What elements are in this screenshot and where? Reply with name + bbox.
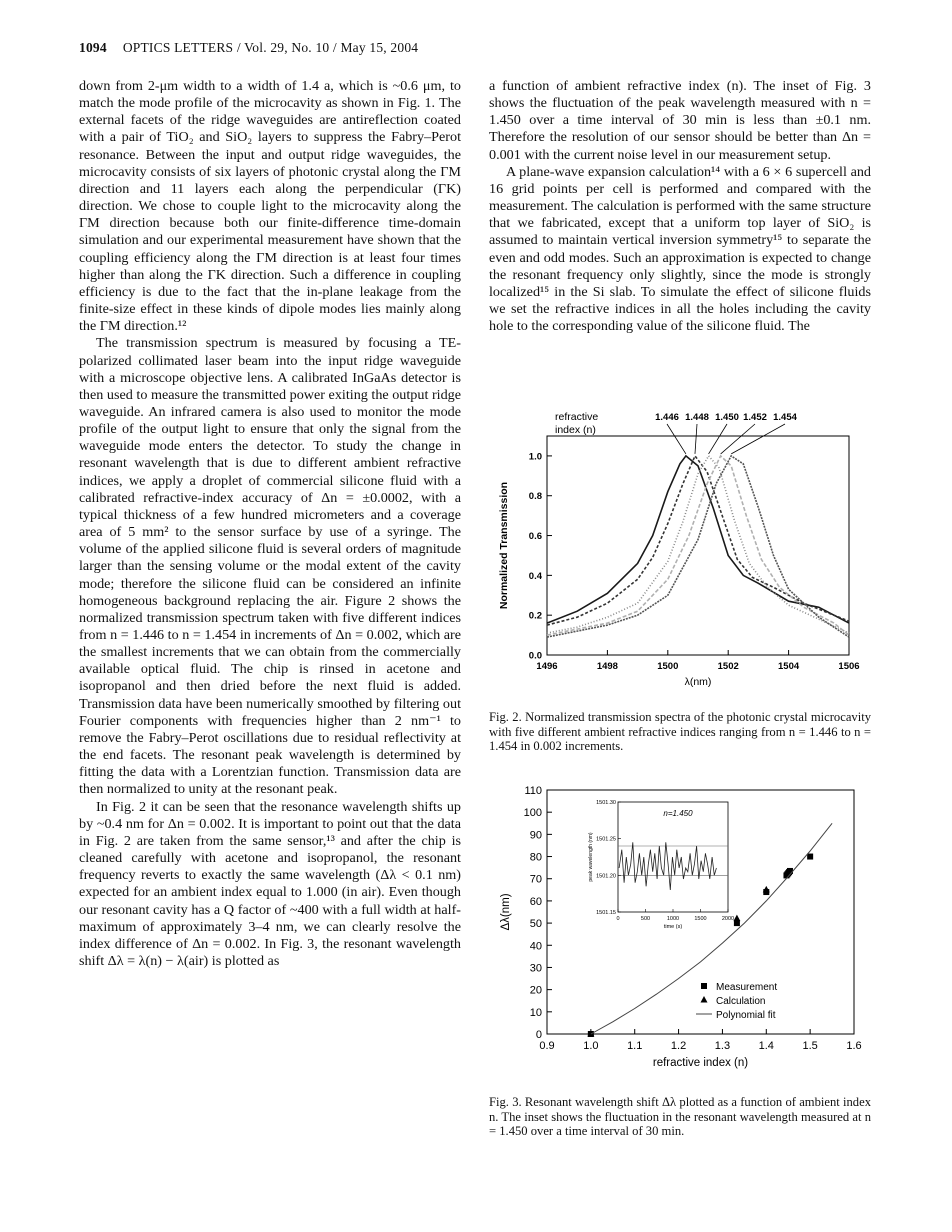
fig2-y-tick-label: 0.6 (528, 531, 542, 543)
fig2-peak-arrow (721, 424, 755, 454)
fig2-x-tick-label: 1498 (596, 661, 618, 672)
right-column (489, 78, 871, 335)
fig3-y-tick-label: 0 (535, 1029, 542, 1041)
fig2-series-line (547, 456, 849, 635)
inset-x-axis-label: time (s) (663, 924, 683, 930)
fig2-peak-arrow (667, 424, 686, 454)
journal-citation: OPTICS LETTERS / Vol. 29, No. 10 / May 15, 2004 (122, 40, 419, 55)
fig2-y-tick-label: 0.8 (528, 491, 542, 503)
fig2-peak-label: 1.446 (655, 412, 679, 423)
fig2-x-tick-label: 1502 (717, 661, 739, 672)
fig2-x-tick-label: 1496 (536, 661, 558, 672)
fig3-x-tick-label: 1.6 (846, 1040, 862, 1052)
fig2-x-axis-label: λ(nm) (684, 676, 712, 688)
fig3-y-tick-label: 90 (529, 829, 542, 842)
fig3-legend-label: Polynomial fit (716, 1010, 776, 1021)
fig2-peak-label: 1.454 (773, 412, 797, 423)
fig3-y-tick-label: 10 (529, 1006, 542, 1019)
fig2-legend-title: index (n) (555, 424, 596, 436)
inset-x-tick-label: 2000 (721, 916, 735, 922)
fig3-y-tick-label: 40 (529, 940, 542, 953)
fig3-y-tick-label: 70 (529, 873, 542, 886)
paragraph: down from 2-μm width to a width of 1.4 a, which is ~0.6 μm, to match the mode profile of the microcavity as shown in Fig. 1. The external facets of the ridge waveguides are antireflection coated with a pair of TiO₂ and SiO₂ layers to suppress the Fabry–Perot resonance. Between the input and output ridge waveguides, the microcavity consists of six layers of photonic crystal along the ΓM direction and 11 layers each along the perpendicular (ΓK) direction. We chose to couple light to the microcavity along the ΓM direction because both our finite-difference time-domain simulation and our experimental measurement have shown that the coupling efficiency along the ΓM direction is at least four times higher than along the ΓK direction. Such a difference in coupling efficiency is due to the fact that the in-plane leakage from the finite-size effect in these kinds of dipole modes lies mainly along the ΓM direction.¹² (79, 78, 461, 335)
inset-y-axis-label: peak wavelength (nm) (588, 832, 594, 882)
fig2-peak-arrow (695, 424, 697, 454)
paragraph: In Fig. 2 it can be seen that the resonance wavelength shifts up by ~0.4 nm for Δn = 0.002. It is important to point out that the data in Fig. 2 are taken from the same sensor,¹³ and after the chip is cleaned carefully with acetone and isopropanol, the resonant frequency reverts to exactly the same wavelength (Δλ < 0.1 nm) expected for an ambient index equal to 1.000 (in air). Even though our resonant cavity has a Q factor of ~400 with a full width at half-maximum of approximately 3–4 nm, we can clearly resolve the index difference of Δn = 0.002. In Fig. 3, the resonant wavelength shift Δλ = λ(n) − λ(air) is plotted as (79, 798, 461, 969)
fig3-x-tick-label: 1.3 (714, 1040, 731, 1052)
fig3-y-tick-label: 50 (529, 918, 542, 931)
inset-x-tick-label: 500 (640, 916, 651, 922)
fig2-y-axis-label: Normalized Transmission (498, 481, 510, 610)
fig3-x-tick-label: 1.0 (583, 1040, 599, 1052)
fig3-y-tick-label: 60 (529, 895, 542, 908)
fig3-calculation-point (733, 915, 740, 922)
fig3-legend-triangle (701, 996, 708, 1003)
inset-x-tick-label: 1000 (666, 916, 680, 922)
inset-frame (618, 802, 728, 912)
inset-y-tick-label: 1501.25 (596, 836, 616, 843)
inset-x-tick-label: 1500 (694, 916, 707, 922)
fig3-caption: Fig. 3. Resonant wavelength shift Δλ plotted as a function of ambient index n. The inset shows the fluctuation in the resonant wavelength measured at n = 1.450 over a time interval of 30 min. (489, 1095, 871, 1139)
fig3-y-tick-label: 80 (529, 851, 542, 864)
page-header (79, 40, 418, 56)
fig3-x-axis-label: refractive index (n) (652, 1057, 749, 1069)
fig3-x-tick-label: 1.4 (758, 1040, 774, 1052)
fig2-x-tick-label: 1500 (657, 661, 679, 672)
fig2-y-tick-label: 0.2 (528, 610, 542, 622)
inset-y-tick-label: 1501.15 (596, 910, 616, 916)
paragraph: A plane-wave expansion calculation¹⁴ with a 6 × 6 supercell and 16 grid points per cell is performed and compared with the measurement. The calculation is performed with the same structure that we fabricated, except that a uniform top layer of SiO₂ is assumed to maintain vertical inversion symmetry¹⁵ to separate the even and odd modes. Such an approximation is expected to change the resonant frequency only slightly, since the mode is strongly localized¹⁵ in the Si slab. To simulate the effect of silicone fluids we set the refractive indices in all the holes including the cavity hole to the corresponding value of the silicone fluid. The (489, 163, 871, 335)
fig3-legend-label: Calculation (716, 996, 766, 1007)
fig2-peak-label: 1.450 (715, 412, 739, 423)
fig3-y-axis-label: Δλ(nm) (500, 893, 512, 931)
fig2-peak-arrow (709, 424, 727, 454)
inset-y-tick-label: 1501.30 (596, 800, 616, 806)
inset-y-tick-label: 1501.20 (596, 873, 616, 880)
fig3-y-tick-label: 20 (529, 984, 542, 997)
fig3-x-tick-label: 1.5 (802, 1040, 818, 1052)
paragraph: a function of ambient refractive index (n). The inset of Fig. 3 shows the fluctuation of the peak wavelength measured with n = 1.450 over a time interval of 30 min is less than ±0.1 nm. Therefore the resolution of our sensor should be better than Δn = 0.001 with the current noise level in our measurement setup. (489, 78, 871, 163)
fig2-x-tick-label: 1504 (778, 661, 800, 672)
fig3-y-tick-label: 110 (524, 785, 542, 797)
inset-x-tick-label: 0 (616, 916, 620, 922)
fig2-caption: Fig. 2. Normalized transmission spectra of the photonic crystal microcavity with five different ambient refractive indices ranging from n = 1.446 to n = 1.454 in 0.002 increments. (489, 710, 871, 754)
fig2-chart (489, 400, 871, 700)
figure-3 (489, 782, 871, 1139)
figure-2 (489, 400, 871, 754)
fig2-peak-label: 1.448 (685, 412, 709, 423)
inset-label: n=1.450 (663, 809, 693, 818)
page-number: 1094 (79, 40, 107, 55)
paragraph: The transmission spectrum is measured by focusing a TE-polarized collimated laser beam into the input ridge waveguide with a microscope objective lens. A calibrated InGaAs detector is then used to measure the transmitted power exiting the output ridge waveguide. An infrared camera is also used to monitor the mode profile of the output light to ensure that only the signal from the waveguide mode enters the detector. To study the change in resonant wavelength that is due to different ambient refractive indices, we apply a droplet of commercial silicone fluid with a calibrated refractive-index accuracy of Δn = ±0.0002, with a typical thickness of a few hundred micrometers and a coverage area of 5 mm² to the sensor surface by use of a syringe. The volume of the applied silicone fluid is several orders of magnitude larger than the sensing volume or the modal extent of the cavity mode; therefore the silicone fluid can be considered an infinite homogeneous background replacing the air. Figure 2 shows the normalized transmission spectrum taken with five different indices from n = 1.446 to n = 1.454 in increments of Δn = 0.002, which are the smallest increments that we can obtain from the commercially available optical fluid. The chip is rinsed in acetone and isopropanol and then dried before the next fluid is added. Transmission data have been numerically smoothed by filtering out Fourier components with frequencies higher than 2 nm⁻¹ to remove the Fabry–Perot oscillations due to residual reflectivity at the end facets. The resonant peak wavelength is determined by fitting the data with a Lorentzian function. Transmission data are then normalized to unity at the resonant peak. (79, 335, 461, 798)
fig2-y-tick-label: 0.0 (528, 650, 542, 662)
fig3-y-tick-label: 100 (523, 807, 542, 820)
fig2-legend-title: refractive (555, 411, 599, 423)
fig2-series-line (547, 456, 849, 633)
fig3-x-tick-label: 1.2 (670, 1040, 687, 1052)
fig2-y-tick-label: 0.4 (528, 570, 542, 582)
fig2-peak-arrow (731, 424, 785, 454)
fig2-y-tick-label: 1.0 (528, 451, 542, 463)
fig3-measurement-point (807, 854, 813, 860)
left-column (79, 78, 461, 970)
fig3-legend-label: Measurement (716, 982, 778, 993)
fig3-chart (489, 782, 871, 1082)
fig2-plot-frame (547, 436, 849, 655)
fig3-x-tick-label: 1.1 (627, 1040, 643, 1052)
fig2-peak-label: 1.452 (743, 412, 767, 423)
fig3-y-tick-label: 30 (529, 962, 542, 975)
fig3-x-tick-label: 0.9 (539, 1040, 555, 1052)
fig2-x-tick-label: 1506 (838, 661, 860, 672)
fig3-legend-square (701, 983, 707, 989)
